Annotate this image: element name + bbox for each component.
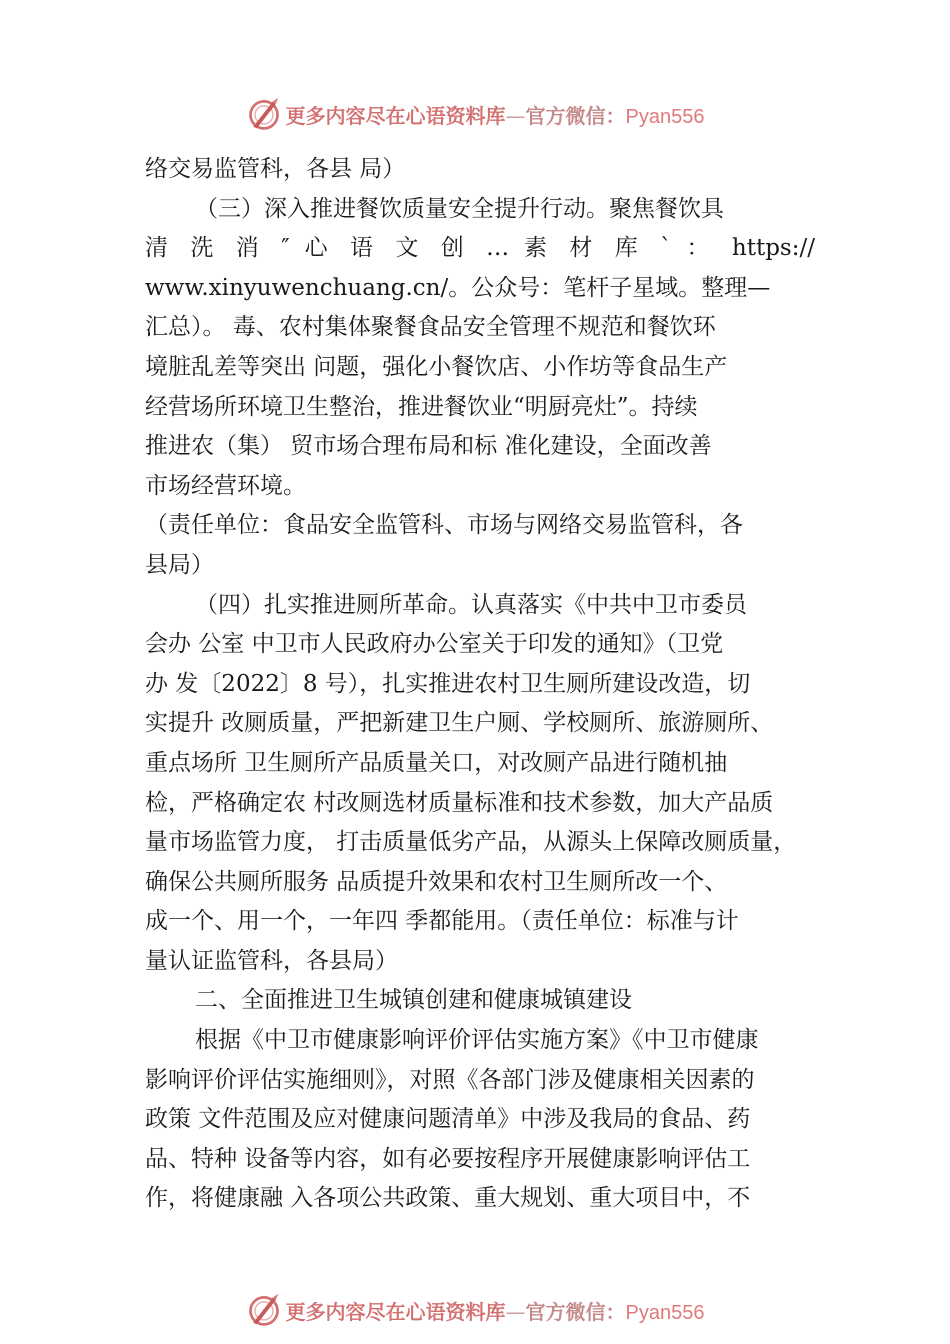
- text-line: 清 洗 消 ″ 心 语 文 创 … 素 材 库 ` ： https://: [145, 235, 815, 262]
- text-line: 络交易监管科，各县 局）: [145, 156, 406, 182]
- paragraph-start-line: （三）深入推进餐饮质量安全提升行动。聚焦餐饮具: [195, 195, 724, 222]
- banner-brand: 更多内容尽在心语资料库: [285, 1299, 506, 1324]
- text-line: 市场经营环境。: [145, 472, 306, 499]
- paragraph-start-line: 根据《中卫市健康影响评价评估实施方案》《中卫市健康: [195, 1027, 759, 1054]
- header-banner: [0, 92, 950, 136]
- text-line: 汇总）。 毒、农村集体聚餐食品安全管理不规范和餐饮环: [145, 314, 716, 341]
- text-line: 办 发〔2022〕8 号），扎实推进农村卫生厕所建设改造，切: [145, 670, 751, 697]
- text-line: 重点场所 卫生厕所产品质量关口，对改厕产品进行随机抽: [145, 749, 728, 776]
- paragraph-start-line: （四）扎实推进厕所革命。认真落实《中共中卫市委员: [195, 591, 747, 618]
- text-line: 量市场监管力度， 打击质量低劣产品，从源头上保障改厕质量，: [145, 829, 797, 856]
- text-line: 经营场所环境卫生整治，推进餐饮业“明厨亮灶”。持续: [145, 393, 698, 420]
- text-line: 作，将健康融 入各项公共政策、重大规划、重大项目中，不: [145, 1185, 751, 1212]
- text-line: 境脏乱差等突出 问题，强化小餐饮店、小作坊等食品生产: [145, 353, 728, 380]
- banner-wechat-label: 官方微信：: [525, 103, 626, 128]
- text-line: 成一个、用一个，一年四 季都能用。（责任单位：标准与计: [145, 908, 739, 935]
- text-line: www.xinyuwenchuang.cn/。公众号：笔杆子星域。整理—: [145, 274, 771, 301]
- section-heading: 二、全面推进卫生城镇创建和健康城镇建设: [195, 987, 632, 1014]
- text-line: （责任单位：食品安全监管科、市场与网络交易监管科，各: [145, 512, 743, 539]
- text-line: 县局）: [145, 551, 214, 578]
- quill-pen-seal-icon: [246, 96, 282, 132]
- banner-brand: 更多内容尽在心语资料库: [285, 103, 506, 128]
- banner-separator: —: [505, 103, 526, 128]
- banner-wechat-id: Pyan556: [625, 105, 705, 128]
- banner-text: [286, 1296, 705, 1325]
- quill-pen-seal-icon: [246, 1292, 282, 1328]
- text-line: 量认证监管科，各县局）: [145, 947, 398, 974]
- text-line: 政策 文件范围及应对健康问题清单》中涉及我局的食品、药: [145, 1106, 751, 1133]
- banner-text: [286, 100, 705, 129]
- text-line: 会办 公室 中卫市人民政府办公室关于印发的通知》（卫党: [145, 631, 724, 658]
- footer-banner: [0, 1288, 950, 1332]
- text-line: 推进农（集） 贸市场合理布局和标 准化建设，全面改善: [145, 433, 712, 460]
- banner-separator: —: [505, 1299, 526, 1324]
- text-line: 影响评价评估实施细则》，对照《各部门涉及健康相关因素的: [145, 1066, 755, 1093]
- document-body: [145, 150, 815, 1219]
- text-line: 品、特种 设备等内容，如有必要按程序开展健康影响评估工: [145, 1145, 751, 1172]
- text-line: 确保公共厕所服务 品质提升效果和农村卫生厕所改一个、: [145, 868, 728, 895]
- text-line: 检，严格确定农 村改厕选材质量标准和技术参数，加大产品质: [145, 789, 774, 816]
- banner-wechat-id: Pyan556: [625, 1301, 705, 1324]
- banner-wechat-label: 官方微信：: [525, 1299, 626, 1324]
- text-line: 实提升 改厕质量，严把新建卫生户厕、学校厕所、旅游厕所、: [145, 710, 774, 737]
